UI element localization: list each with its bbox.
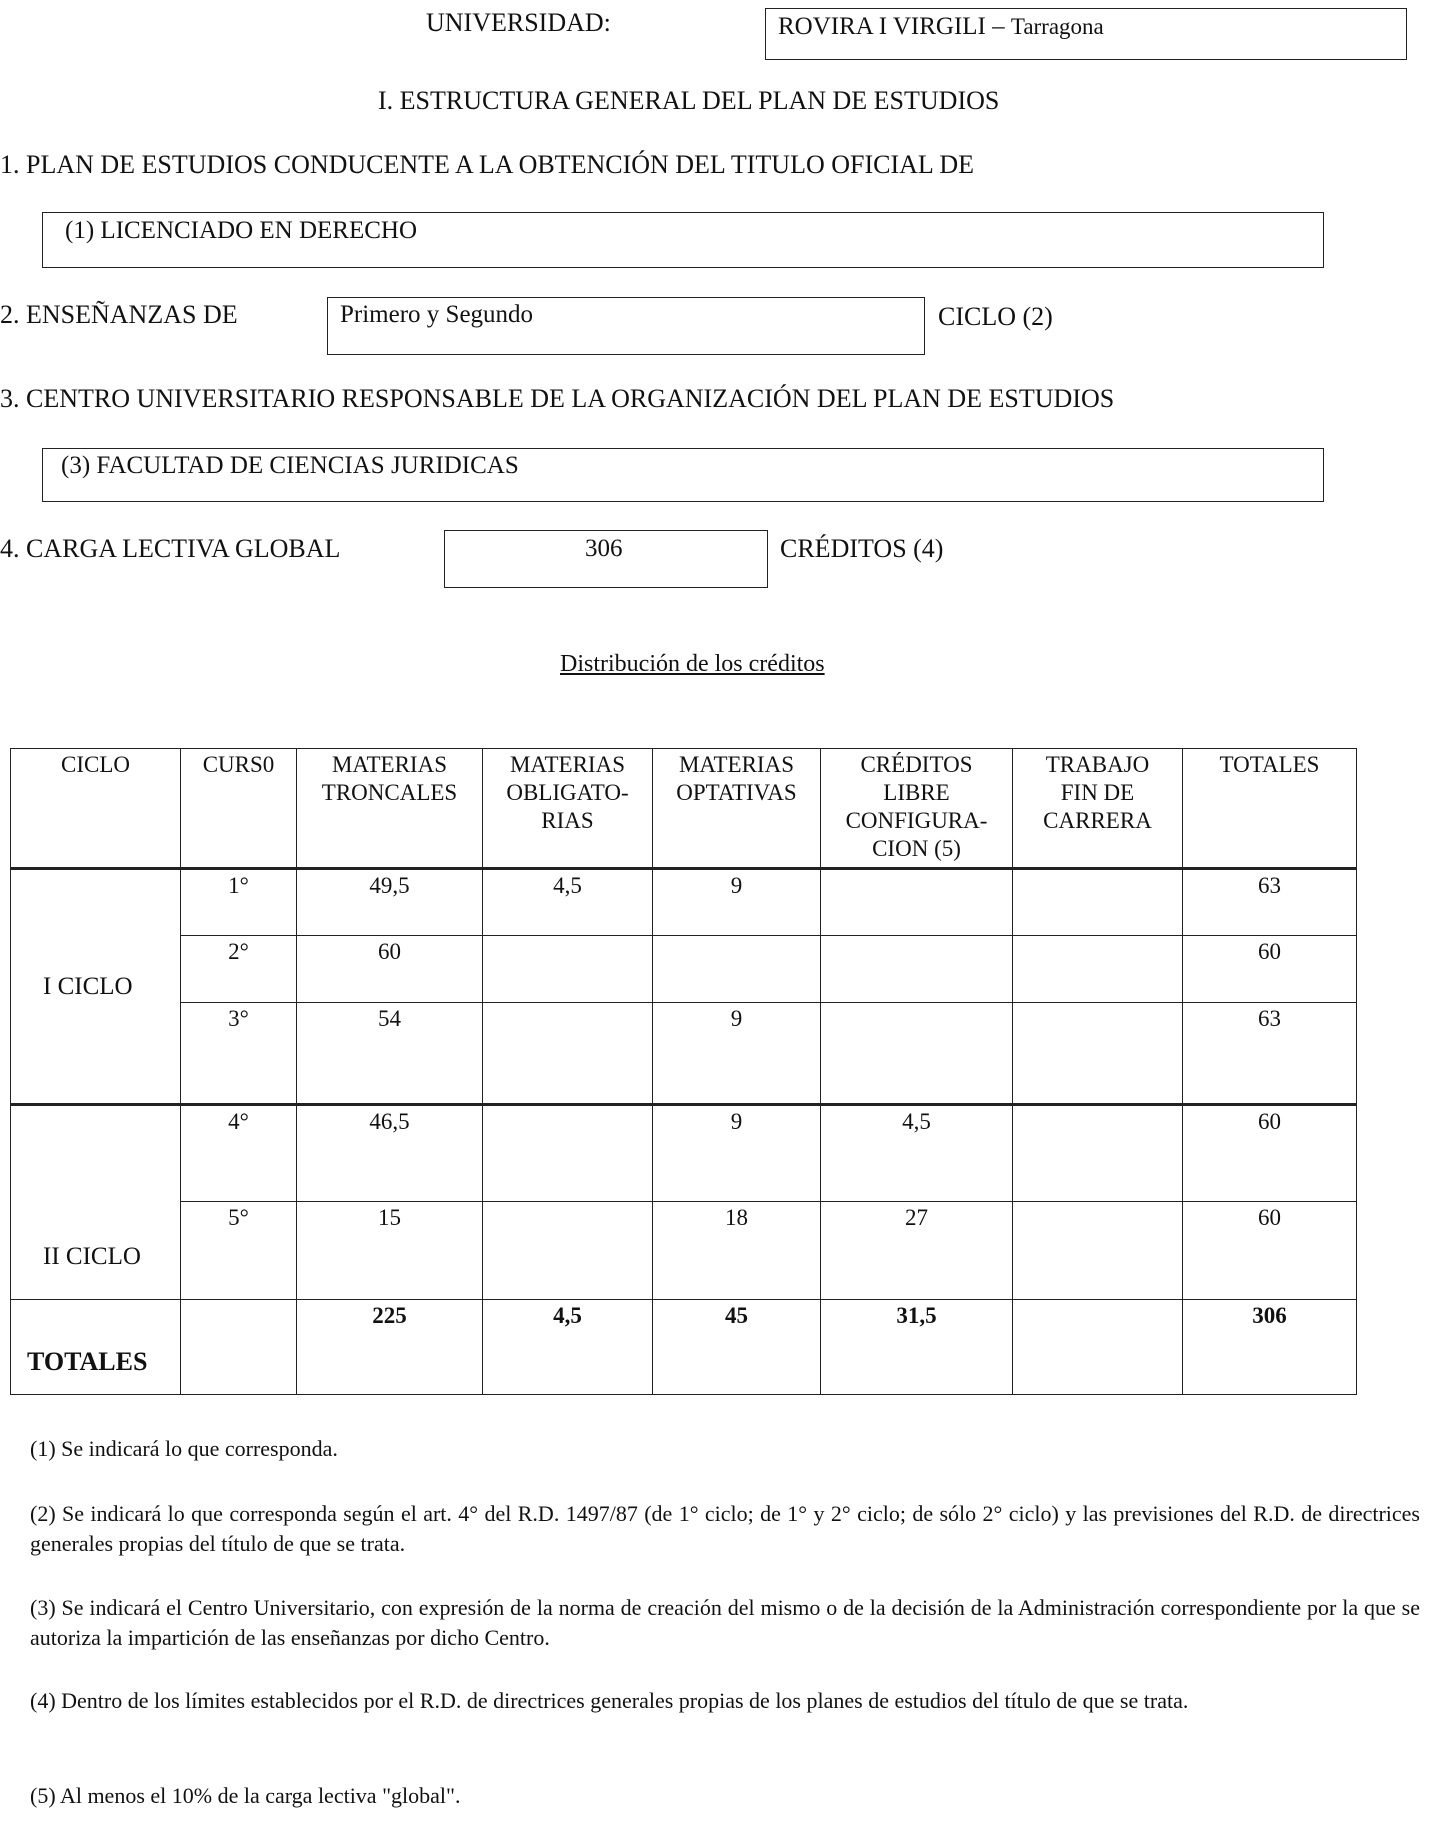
troncales-cell: 60 (297, 936, 483, 1003)
troncales-cell: 49,5 (297, 869, 483, 936)
centro-field (42, 448, 1324, 502)
item2-suffix: CICLO (2) (938, 302, 1053, 331)
item4-label: 4. CARGA LECTIVA GLOBAL (0, 534, 341, 563)
table-row (11, 869, 1357, 936)
ciclo-2-cell: II CICLO (11, 1105, 181, 1300)
item2-label: 2. ENSEÑANZAS DE (0, 300, 238, 329)
universidad-label: UNIVERSIDAD: (426, 8, 611, 37)
libre-total: 31,5 (821, 1300, 1013, 1395)
optativas-cell: 9 (653, 1003, 821, 1105)
libre-cell (821, 1003, 1013, 1105)
curso-cell: 4° (181, 1105, 297, 1202)
header-libre: CRÉDITOS LIBRE CONFIGURA- CION (5) (821, 749, 1013, 869)
trabajo-cell (1013, 869, 1183, 936)
ensenanzas-field (327, 297, 925, 355)
table-row (11, 936, 1357, 1003)
table-row (11, 1105, 1357, 1202)
optativas-cell: 18 (653, 1202, 821, 1300)
item4-suffix: CRÉDITOS (4) (780, 534, 944, 563)
troncales-total: 225 (297, 1300, 483, 1395)
totales-cell: 60 (1183, 1105, 1357, 1202)
libre-cell: 4,5 (821, 1105, 1013, 1202)
obligatorias-cell (483, 1105, 653, 1202)
libre-cell (821, 936, 1013, 1003)
item1-label: 1. PLAN DE ESTUDIOS CONDUCENTE A LA OBTENCIÓN DEL TITULO OFICIAL DE (0, 150, 974, 179)
footnote-3: (3) Se indicará el Centro Universitario, con expresión de la norma de creación del mismo o de la decisión de la Administración correspondiente por la que se autoriza la impartición de las enseñanzas por dicho Centro. (30, 1595, 1420, 1650)
optativas-total: 45 (653, 1300, 821, 1395)
section-title: I. ESTRUCTURA GENERAL DEL PLAN DE ESTUDIOS (378, 86, 1000, 115)
header-curso: CURS0 (181, 749, 297, 869)
totals-row (11, 1300, 1357, 1395)
obligatorias-cell (483, 936, 653, 1003)
carga-field (444, 530, 768, 588)
titulo-value: (1) LICENCIADO EN DERECHO (65, 217, 418, 244)
totales-cell: 63 (1183, 869, 1357, 936)
ciclo-1-cell: I CICLO (11, 869, 181, 1105)
credits-table (10, 748, 1357, 1395)
obligatorias-cell (483, 1003, 653, 1105)
obligatorias-total: 4,5 (483, 1300, 653, 1395)
item3-label: 3. CENTRO UNIVERSITARIO RESPONSABLE DE LA ORGANIZACIÓN DEL PLAN DE ESTUDIOS (0, 384, 1115, 413)
distribution-title: Distribución de los créditos (560, 651, 825, 677)
universidad-value: ROVIRA I VIRGILI – Tarragona (778, 13, 1104, 40)
table-row (11, 1003, 1357, 1105)
header-obligatorias: MATERIAS OBLIGATO- RIAS (483, 749, 653, 869)
totales-cell: 60 (1183, 1202, 1357, 1300)
universidad-field (765, 8, 1407, 60)
totales-cell: 60 (1183, 936, 1357, 1003)
libre-cell (821, 869, 1013, 936)
curso-cell: 3° (181, 1003, 297, 1105)
libre-cell: 27 (821, 1202, 1013, 1300)
centro-value: (3) FACULTAD DE CIENCIAS JURIDICAS (61, 452, 519, 479)
optativas-cell: 9 (653, 869, 821, 936)
troncales-cell: 46,5 (297, 1105, 483, 1202)
titulo-field (42, 212, 1324, 268)
footnote-5: (5) Al menos el 10% de la carga lectiva "global". (30, 1783, 461, 1808)
obligatorias-cell (483, 1202, 653, 1300)
carga-value: 306 (585, 535, 623, 562)
curso-cell: 1° (181, 869, 297, 936)
footnote-2: (2) Se indicará lo que corresponda según el art. 4° del R.D. 1497/87 (de 1° ciclo; de 1° y 2° ciclo; de sólo 2° ciclo) y las previsiones del R.D. de directrices generales propias del título de que se trata. (30, 1501, 1420, 1556)
table-header-row (11, 749, 1357, 869)
footnote-4: (4) Dentro de los límites establecidos por el R.D. de directrices generales propias de los planes de estudios del título de que se trata. (30, 1688, 1189, 1713)
troncales-cell: 54 (297, 1003, 483, 1105)
trabajo-cell (1013, 1003, 1183, 1105)
header-totales: TOTALES (1183, 749, 1357, 869)
grand-total: 306 (1183, 1300, 1357, 1395)
table-row (11, 1202, 1357, 1300)
trabajo-cell (1013, 1105, 1183, 1202)
optativas-cell (653, 936, 821, 1003)
curso-cell: 2° (181, 936, 297, 1003)
curso-cell: 5° (181, 1202, 297, 1300)
footnote-1: (1) Se indicará lo que corresponda. (30, 1436, 338, 1461)
ensenanzas-value: Primero y Segundo (340, 301, 534, 328)
obligatorias-cell: 4,5 (483, 869, 653, 936)
trabajo-total (1013, 1300, 1183, 1395)
troncales-cell: 15 (297, 1202, 483, 1300)
trabajo-cell (1013, 1202, 1183, 1300)
optativas-cell: 9 (653, 1105, 821, 1202)
header-optativas: MATERIAS OPTATIVAS (653, 749, 821, 869)
curso-cell (181, 1300, 297, 1395)
totals-label: TOTALES (11, 1300, 181, 1395)
header-ciclo: CICLO (11, 749, 181, 869)
header-troncales: MATERIAS TRONCALES (297, 749, 483, 869)
totales-cell: 63 (1183, 1003, 1357, 1105)
trabajo-cell (1013, 936, 1183, 1003)
header-trabajo: TRABAJO FIN DE CARRERA (1013, 749, 1183, 869)
